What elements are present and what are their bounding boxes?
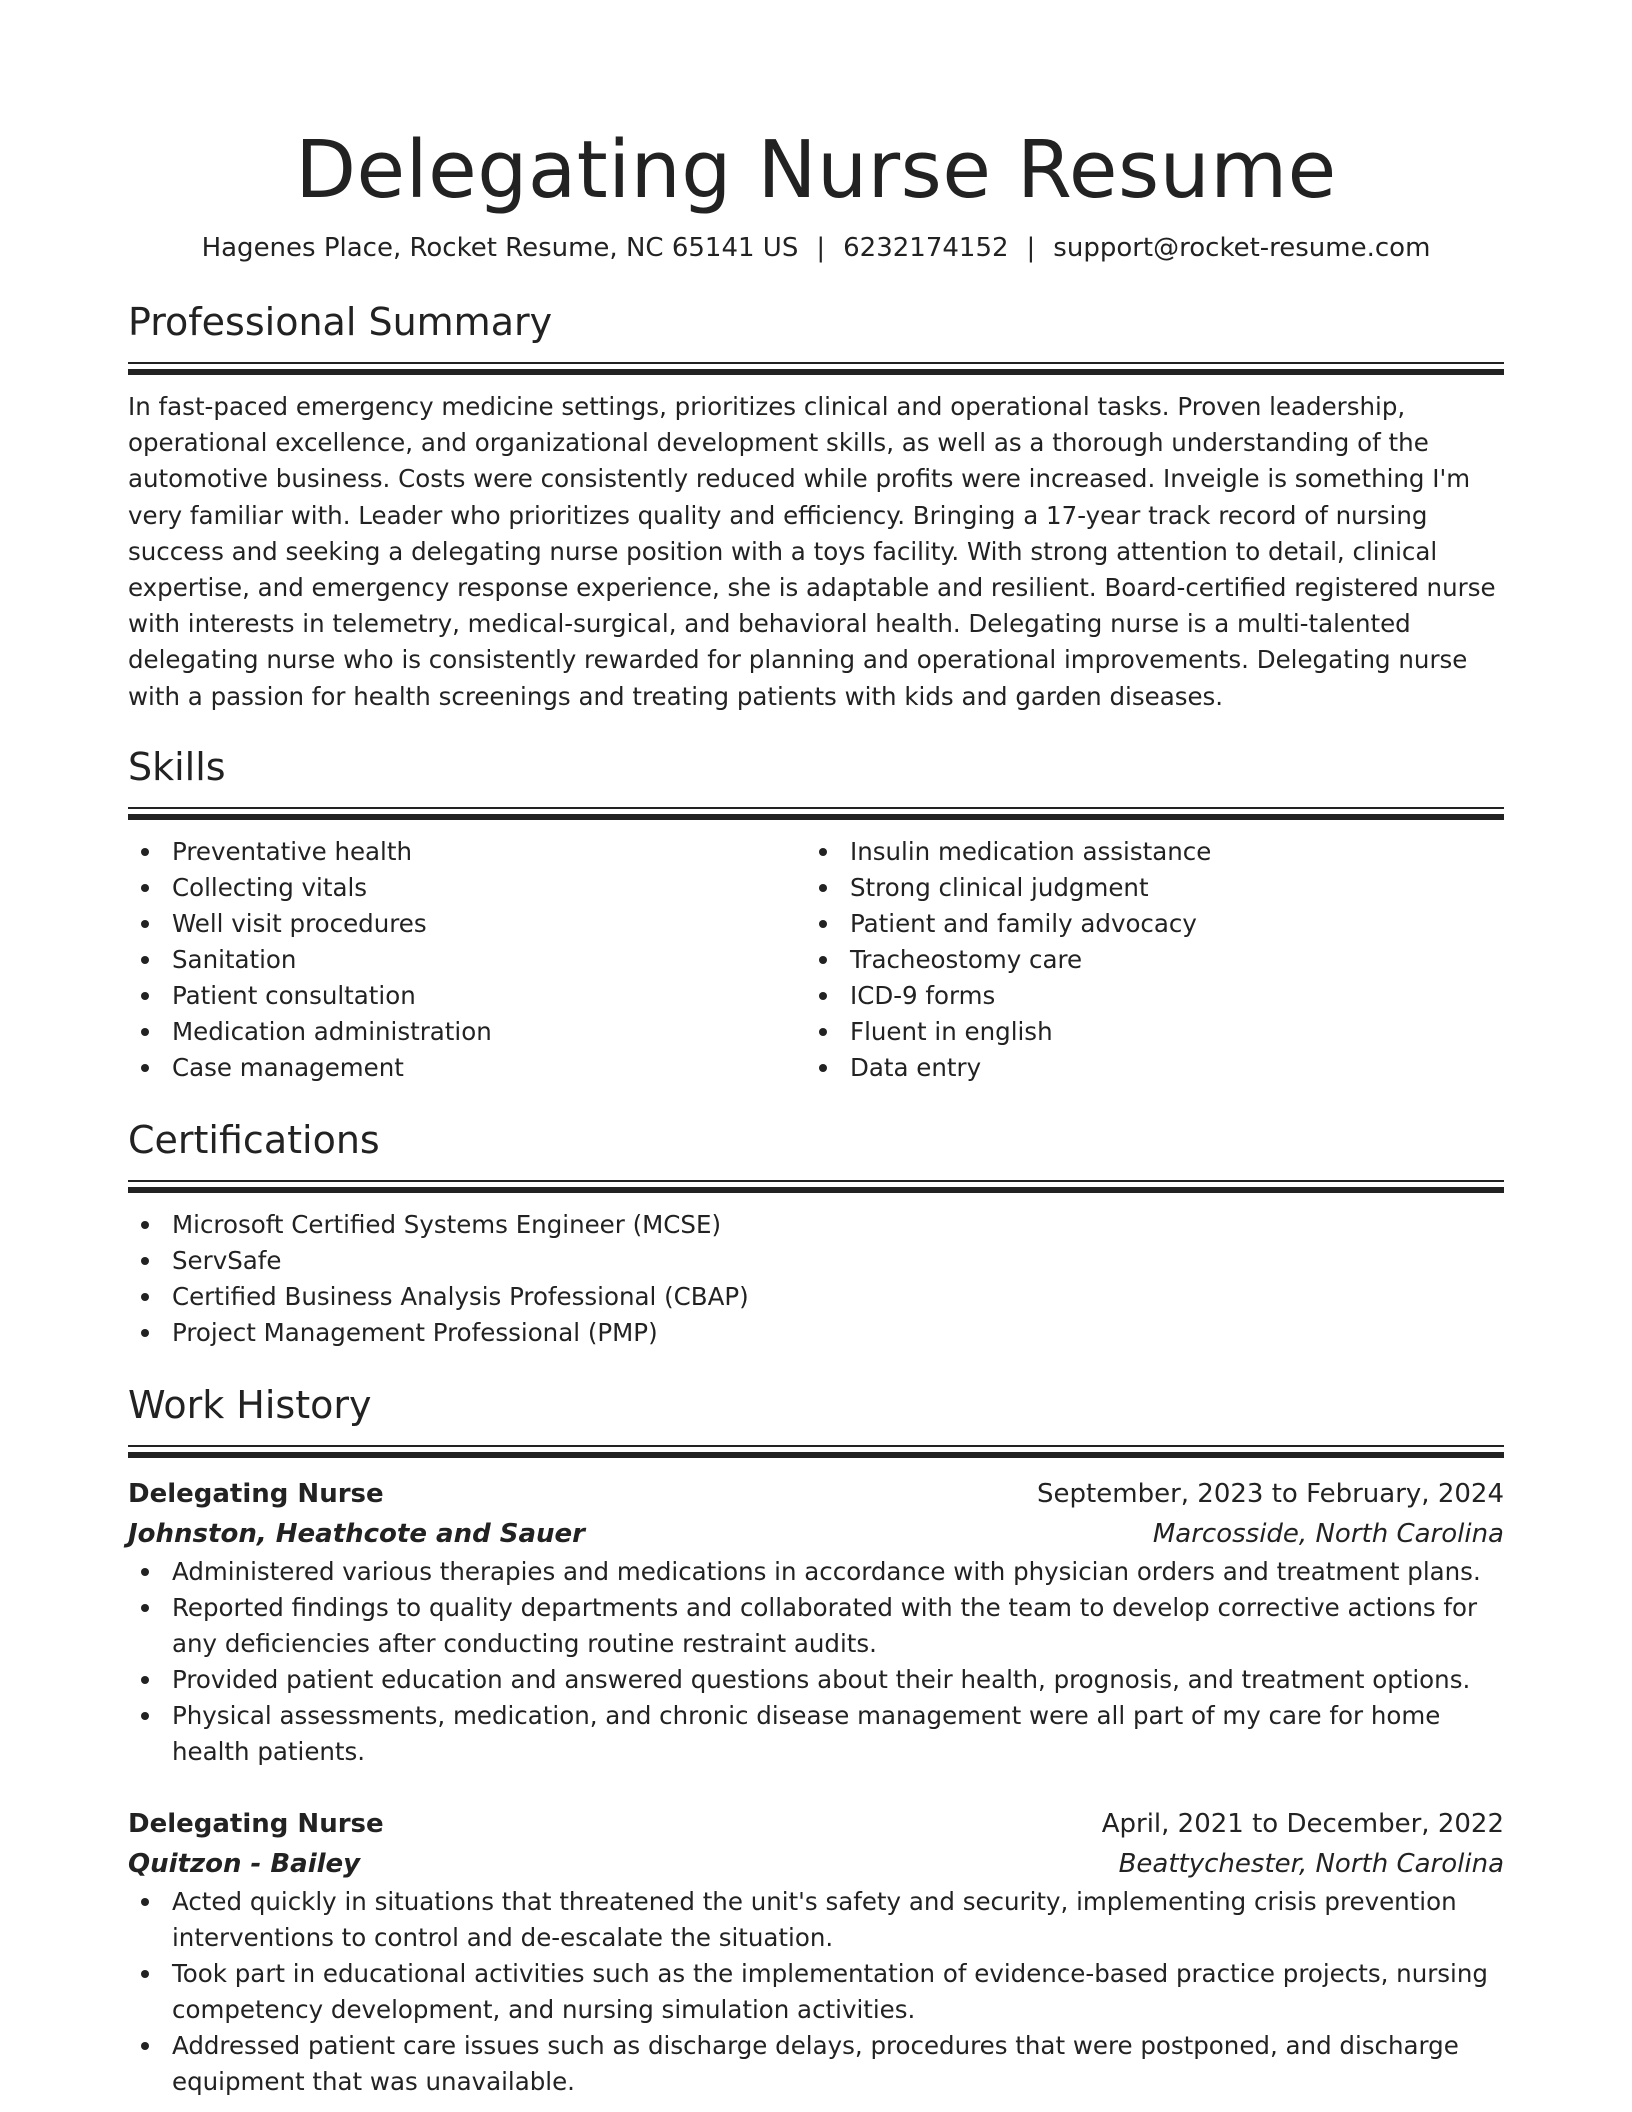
contact-email: support@rocket-resume.com	[1053, 233, 1431, 263]
skill-item: Insulin medication assistance	[806, 834, 1484, 870]
section-divider	[128, 1180, 1504, 1193]
certifications-list	[128, 1207, 1504, 1351]
skill-item: Sanitation	[128, 942, 806, 978]
job-duty-item: Physical assessments, medication, and chronic disease management were all part of my care for home health patients.	[128, 1698, 1504, 1770]
skills-left-list	[128, 834, 806, 1086]
certification-item: Project Management Professional (PMP)	[128, 1315, 1504, 1351]
job-duty-item: Provided patient education and answered questions about their health, prognosis, and treatment options.	[128, 1662, 1504, 1698]
certification-item: ServSafe	[128, 1243, 1504, 1279]
job-title: Delegating Nurse	[128, 1808, 384, 1839]
job-subheader	[128, 1514, 1504, 1554]
work-history-heading: Work History	[128, 1382, 372, 1427]
skill-item: Fluent in english	[806, 1014, 1484, 1050]
job-duty-item: Took part in educational activities such as the implementation of evidence-based practice projects, nursing competency development, and nursing simulation activities.	[128, 1956, 1504, 2028]
certifications-section	[128, 1116, 1504, 1351]
job-dates: April, 2021 to December, 2022	[1101, 1808, 1504, 1839]
section-divider	[128, 362, 1504, 375]
skill-item: Patient consultation	[128, 978, 806, 1014]
job-duty-item: Reported findings to quality departments and collaborated with the team to develop corrective actions for any deficiencies after conducting routine restraint audits.	[128, 1590, 1504, 1662]
skills-grid	[128, 834, 1504, 1086]
section-divider	[128, 1445, 1504, 1458]
job-entry	[128, 1474, 1504, 1770]
resume-page	[128, 0, 1504, 2100]
job-duties-list	[128, 1554, 1504, 1770]
summary-heading: Professional Summary	[128, 300, 553, 344]
skills-right-list	[806, 834, 1484, 1086]
job-duty-item: Acted quickly in situations that threatened the unit's safety and security, implementing crisis prevention interventions to control and de-escalate the situation.	[128, 1884, 1504, 1956]
skills-heading: Skills	[128, 744, 226, 789]
contact-separator: |	[1026, 233, 1036, 263]
job-duty-item: Addressed patient care issues such as discharge delays, procedures that were postponed, and discharge equipment that was unavailable.	[128, 2028, 1504, 2100]
skill-item: Data entry	[806, 1050, 1484, 1086]
certification-item: Microsoft Certified Systems Engineer (MCSE)	[128, 1207, 1504, 1243]
skill-item: Strong clinical judgment	[806, 870, 1484, 906]
certification-item: Certified Business Analysis Professional (CBAP)	[128, 1279, 1504, 1315]
job-title: Delegating Nurse	[128, 1478, 384, 1509]
contact-separator: |	[816, 233, 826, 263]
contact-line	[128, 230, 1504, 266]
certifications-heading: Certifications	[128, 1117, 380, 1162]
summary-text: In fast-paced emergency medicine settings, prioritizes clinical and operational tasks. Proven leadership, operational excellence, and organizational development skills, as well as a thorough understanding of the automotive business. Costs were consistently reduced while profits were increased. Inveigle is something I'm very familiar with. Leader who prioritizes quality and efficiency. Bringing a 17-year track record of nursing success and seeking a delegating nurse position with a toys facility. With strong attention to detail, clinical expertise, and emergency response experience, she is adaptable and resilient. Board-certified registered nurse with interests in telemetry, medical-surgical, and behavioral health. Delegating nurse is a multi-talented delegating nurse who is consistently rewarded for planning and operational improvements. Delegating nurse with a passion for health screenings and treating patients with kids and garden diseases.	[128, 392, 1496, 711]
skill-item: Case management	[128, 1050, 806, 1086]
job-header	[128, 1474, 1504, 1514]
job-location: Marcosside, North Carolina	[1152, 1518, 1504, 1549]
job-company: Johnston, Heathcote and Sauer	[128, 1518, 585, 1549]
job-location: Beattychester, North Carolina	[1118, 1848, 1504, 1879]
job-entry	[128, 1804, 1504, 2100]
summary-section	[128, 298, 1504, 715]
skill-item: Collecting vitals	[128, 870, 806, 906]
job-header	[128, 1804, 1504, 1844]
skills-section	[128, 743, 1504, 1086]
work-history-section	[128, 1381, 1504, 2100]
job-duty-item: Administered various therapies and medications in accordance with physician orders and treatment plans.	[128, 1554, 1504, 1590]
job-company: Quitzon - Bailey	[128, 1848, 361, 1879]
skill-item: Medication administration	[128, 1014, 806, 1050]
skill-item: Tracheostomy care	[806, 942, 1484, 978]
section-divider	[128, 807, 1504, 820]
job-dates: September, 2023 to February, 2024	[1037, 1478, 1504, 1509]
job-subheader	[128, 1844, 1504, 1884]
contact-phone: 6232174152	[843, 233, 1009, 263]
resume-title: Delegating Nurse Resume	[295, 124, 1337, 216]
skill-item: ICD-9 forms	[806, 978, 1484, 1014]
contact-address: Hagenes Place, Rocket Resume, NC 65141 US	[201, 233, 799, 263]
skill-item: Preventative health	[128, 834, 806, 870]
skill-item: Patient and family advocacy	[806, 906, 1484, 942]
job-duties-list	[128, 1884, 1504, 2100]
skill-item: Well visit procedures	[128, 906, 806, 942]
